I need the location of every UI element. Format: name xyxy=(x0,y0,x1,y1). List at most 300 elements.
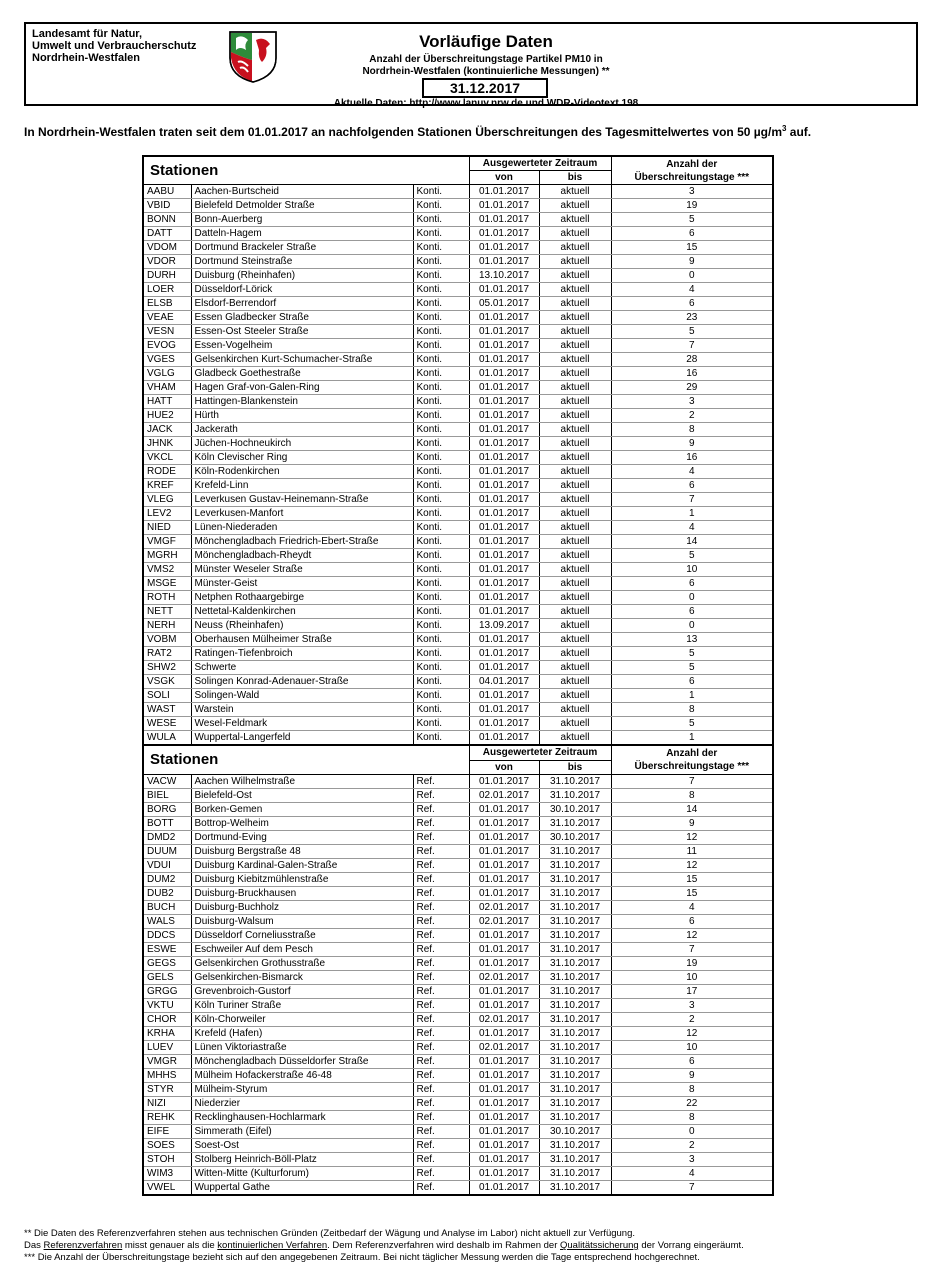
exceedance-days: 1 xyxy=(611,507,773,521)
exceedance-days: 8 xyxy=(611,788,773,802)
period-to: aktuell xyxy=(539,325,611,339)
period-to: aktuell xyxy=(539,213,611,227)
table-row xyxy=(143,647,773,661)
exceedance-days: 2 xyxy=(611,1138,773,1152)
period-from: 02.01.2017 xyxy=(469,900,539,914)
period-to: aktuell xyxy=(539,731,611,746)
exceedance-days: 6 xyxy=(611,605,773,619)
period-from: 01.01.2017 xyxy=(469,227,539,241)
period-from: 01.01.2017 xyxy=(469,255,539,269)
table-row xyxy=(143,381,773,395)
table-row xyxy=(143,451,773,465)
intro-text-main: In Nordrhein-Westfalen traten seit dem 01.01.2017 an nachfolgenden Stationen Überschreitungen des Tagesmittelwertes von 50 µg/m xyxy=(24,125,782,139)
station-code: SOES xyxy=(143,1138,191,1152)
period-to: aktuell xyxy=(539,605,611,619)
intro-text-end: auf. xyxy=(786,125,812,139)
period-from: 01.01.2017 xyxy=(469,956,539,970)
period-from: 01.01.2017 xyxy=(469,858,539,872)
period-from: 01.01.2017 xyxy=(469,1054,539,1068)
period-to: aktuell xyxy=(539,717,611,731)
period-from: 01.01.2017 xyxy=(469,339,539,353)
station-code: VMGR xyxy=(143,1054,191,1068)
period-to: aktuell xyxy=(539,549,611,563)
station-name: Lünen Viktoriastraße xyxy=(191,1040,413,1054)
method: Ref. xyxy=(413,1082,469,1096)
method: Ref. xyxy=(413,886,469,900)
period-to: 30.10.2017 xyxy=(539,802,611,816)
method: Konti. xyxy=(413,549,469,563)
station-code: VLEG xyxy=(143,493,191,507)
link-reference-method[interactable]: Referenzverfahren xyxy=(43,1240,123,1251)
station-name: Münster-Geist xyxy=(191,577,413,591)
table-row xyxy=(143,409,773,423)
station-name: Köln Clevischer Ring xyxy=(191,451,413,465)
exceedance-days: 8 xyxy=(611,1082,773,1096)
station-code: VDOM xyxy=(143,241,191,255)
station-code: BORG xyxy=(143,802,191,816)
station-name: Duisburg Kardinal-Galen-Straße xyxy=(191,858,413,872)
period-to: aktuell xyxy=(539,465,611,479)
station-name: Wuppertal-Langerfeld xyxy=(191,731,413,746)
table-row xyxy=(143,802,773,816)
period-to: 31.10.2017 xyxy=(539,1082,611,1096)
stations-header: Stationen xyxy=(143,746,469,774)
exceedance-days: 5 xyxy=(611,647,773,661)
table-row xyxy=(143,788,773,802)
station-name: Hattingen-Blankenstein xyxy=(191,395,413,409)
station-code: VSGK xyxy=(143,675,191,689)
period-to: 30.10.2017 xyxy=(539,830,611,844)
method: Ref. xyxy=(413,1138,469,1152)
method: Konti. xyxy=(413,661,469,675)
station-name: Mülheim-Styrum xyxy=(191,1082,413,1096)
method: Konti. xyxy=(413,283,469,297)
station-code: SHW2 xyxy=(143,661,191,675)
to-header: bis xyxy=(539,760,611,774)
period-from: 01.01.2017 xyxy=(469,465,539,479)
period-from: 01.01.2017 xyxy=(469,661,539,675)
station-code: WALS xyxy=(143,914,191,928)
period-from: 01.01.2017 xyxy=(469,311,539,325)
period-to: aktuell xyxy=(539,703,611,717)
method: Konti. xyxy=(413,731,469,746)
station-code: STOH xyxy=(143,1152,191,1166)
period-from: 01.01.2017 xyxy=(469,774,539,788)
period-from: 01.01.2017 xyxy=(469,521,539,535)
count-header: Anzahl der Überschreitungstage *** xyxy=(611,746,773,774)
method: Konti. xyxy=(413,535,469,549)
exceedance-days: 4 xyxy=(611,1166,773,1180)
exceedance-days: 3 xyxy=(611,395,773,409)
method: Konti. xyxy=(413,297,469,311)
station-name: Hürth xyxy=(191,409,413,423)
table-row xyxy=(143,844,773,858)
station-code: WULA xyxy=(143,731,191,746)
period-from: 01.01.2017 xyxy=(469,423,539,437)
station-name: Bottrop-Welheim xyxy=(191,816,413,830)
period-to: 31.10.2017 xyxy=(539,886,611,900)
method: Konti. xyxy=(413,409,469,423)
station-name: Duisburg-Buchholz xyxy=(191,900,413,914)
method: Ref. xyxy=(413,1026,469,1040)
method: Ref. xyxy=(413,830,469,844)
period-from: 01.01.2017 xyxy=(469,1180,539,1195)
method: Konti. xyxy=(413,325,469,339)
period-header: Ausgewerteter Zeitraum xyxy=(469,746,611,760)
station-name: Leverkusen Gustav-Heinemann-Straße xyxy=(191,493,413,507)
footnotes xyxy=(24,1228,924,1264)
table-row xyxy=(143,633,773,647)
method: Ref. xyxy=(413,802,469,816)
method: Ref. xyxy=(413,900,469,914)
period-to: aktuell xyxy=(539,661,611,675)
period-from: 01.01.2017 xyxy=(469,185,539,199)
period-to: aktuell xyxy=(539,353,611,367)
station-code: VBID xyxy=(143,199,191,213)
period-from: 05.01.2017 xyxy=(469,297,539,311)
station-name: Dortmund-Eving xyxy=(191,830,413,844)
station-code: GEGS xyxy=(143,956,191,970)
table-row xyxy=(143,886,773,900)
table-row xyxy=(143,675,773,689)
station-code: CHOR xyxy=(143,1012,191,1026)
intro-superscript: 3 xyxy=(782,124,787,133)
method: Konti. xyxy=(413,521,469,535)
nrw-coat-of-arms-icon xyxy=(226,28,280,84)
table-row xyxy=(143,984,773,998)
exceedance-days: 14 xyxy=(611,802,773,816)
station-name: Nettetal-Kaldenkirchen xyxy=(191,605,413,619)
period-from: 01.01.2017 xyxy=(469,984,539,998)
period-to: aktuell xyxy=(539,185,611,199)
period-to: 31.10.2017 xyxy=(539,1096,611,1110)
period-to: aktuell xyxy=(539,409,611,423)
header-box xyxy=(24,22,918,109)
station-name: Essen-Ost Steeler Straße xyxy=(191,325,413,339)
table-row xyxy=(143,914,773,928)
station-name: Solingen-Wald xyxy=(191,689,413,703)
exceedance-days: 14 xyxy=(611,535,773,549)
period-from: 01.01.2017 xyxy=(469,886,539,900)
station-name: Bonn-Auerberg xyxy=(191,213,413,227)
exceedance-days: 6 xyxy=(611,914,773,928)
period-to: 31.10.2017 xyxy=(539,1026,611,1040)
station-name: Oberhausen Mülheimer Straße xyxy=(191,633,413,647)
continuous-stations-body xyxy=(143,185,773,746)
exceedance-days: 5 xyxy=(611,661,773,675)
period-from: 01.01.2017 xyxy=(469,1082,539,1096)
method: Konti. xyxy=(413,367,469,381)
period-to: 31.10.2017 xyxy=(539,788,611,802)
exceedance-days: 9 xyxy=(611,816,773,830)
table-row xyxy=(143,1110,773,1124)
station-name: Gelsenkirchen Kurt-Schumacher-Straße xyxy=(191,353,413,367)
exceedance-days: 11 xyxy=(611,844,773,858)
period-to: 30.10.2017 xyxy=(539,1124,611,1138)
period-to: aktuell xyxy=(539,241,611,255)
period-from: 04.01.2017 xyxy=(469,675,539,689)
method: Konti. xyxy=(413,199,469,213)
method: Konti. xyxy=(413,311,469,325)
method: Konti. xyxy=(413,689,469,703)
period-to: aktuell xyxy=(539,255,611,269)
method: Ref. xyxy=(413,914,469,928)
station-code: DMD2 xyxy=(143,830,191,844)
station-name: Hagen Graf-von-Galen-Ring xyxy=(191,381,413,395)
station-code: AABU xyxy=(143,185,191,199)
station-name: Eschweiler Auf dem Pesch xyxy=(191,942,413,956)
station-code: VHAM xyxy=(143,381,191,395)
table-row xyxy=(143,199,773,213)
table-row xyxy=(143,185,773,199)
station-code: VKCL xyxy=(143,451,191,465)
period-from: 01.01.2017 xyxy=(469,1166,539,1180)
period-from: 01.01.2017 xyxy=(469,1068,539,1082)
period-from: 02.01.2017 xyxy=(469,970,539,984)
table-row xyxy=(143,661,773,675)
exceedance-days: 7 xyxy=(611,1180,773,1195)
table-row xyxy=(143,493,773,507)
station-name: Simmerath (Eifel) xyxy=(191,1124,413,1138)
count-header: Anzahl der Überschreitungstage *** xyxy=(611,156,773,185)
period-from: 01.01.2017 xyxy=(469,1138,539,1152)
exceedance-days: 9 xyxy=(611,1068,773,1082)
station-name: Jackerath xyxy=(191,423,413,437)
table-row xyxy=(143,479,773,493)
exceedance-days: 17 xyxy=(611,984,773,998)
exceedance-days: 22 xyxy=(611,1096,773,1110)
table-row xyxy=(143,339,773,353)
period-from: 01.01.2017 xyxy=(469,549,539,563)
exceedance-days: 2 xyxy=(611,409,773,423)
method: Konti. xyxy=(413,563,469,577)
station-code: ELSB xyxy=(143,297,191,311)
method: Ref. xyxy=(413,1068,469,1082)
table-row xyxy=(143,1180,773,1195)
station-name: Duisburg Kiebitzmühlenstraße xyxy=(191,872,413,886)
method: Ref. xyxy=(413,1166,469,1180)
table-row xyxy=(143,423,773,437)
station-code: LUEV xyxy=(143,1040,191,1054)
exceedance-days: 6 xyxy=(611,675,773,689)
period-to: 31.10.2017 xyxy=(539,872,611,886)
station-code: LEV2 xyxy=(143,507,191,521)
station-name: Gladbeck Goethestraße xyxy=(191,367,413,381)
table-row xyxy=(143,1096,773,1110)
exceedance-days: 10 xyxy=(611,1040,773,1054)
table-row xyxy=(143,703,773,717)
footnote-text: misst genauer als die xyxy=(122,1240,218,1251)
exceedance-days: 4 xyxy=(611,465,773,479)
method: Konti. xyxy=(413,241,469,255)
from-header: von xyxy=(469,171,539,185)
exceedance-days: 7 xyxy=(611,339,773,353)
station-code: BONN xyxy=(143,213,191,227)
exceedance-days: 3 xyxy=(611,185,773,199)
station-name: Essen Gladbecker Straße xyxy=(191,311,413,325)
period-to: 31.10.2017 xyxy=(539,970,611,984)
period-from: 01.01.2017 xyxy=(469,872,539,886)
period-from: 01.01.2017 xyxy=(469,213,539,227)
table-row xyxy=(143,213,773,227)
exceedance-days: 15 xyxy=(611,886,773,900)
station-name: Borken-Gemen xyxy=(191,802,413,816)
period-to: aktuell xyxy=(539,381,611,395)
method: Konti. xyxy=(413,437,469,451)
table-row xyxy=(143,998,773,1012)
station-name: Schwerte xyxy=(191,661,413,675)
table-row xyxy=(143,900,773,914)
period-to: aktuell xyxy=(539,227,611,241)
station-code: BIEL xyxy=(143,788,191,802)
method: Ref. xyxy=(413,816,469,830)
station-name: Wesel-Feldmark xyxy=(191,717,413,731)
period-from: 01.01.2017 xyxy=(469,325,539,339)
period-from: 01.01.2017 xyxy=(469,717,539,731)
station-name: Duisburg (Rheinhafen) xyxy=(191,269,413,283)
link-quality-assurance[interactable]: Qualitätssicherung xyxy=(560,1240,639,1251)
station-code: NIED xyxy=(143,521,191,535)
table-row xyxy=(143,942,773,956)
station-code: WESE xyxy=(143,717,191,731)
intro-sentence xyxy=(24,124,811,139)
exceedance-days: 23 xyxy=(611,311,773,325)
method: Ref. xyxy=(413,970,469,984)
exceedance-days: 12 xyxy=(611,1026,773,1040)
station-name: Mülheim Hofackerstraße 46-48 xyxy=(191,1068,413,1082)
report-title: Vorläufige Daten xyxy=(419,32,553,51)
period-to: aktuell xyxy=(539,591,611,605)
footnote-text: Das xyxy=(24,1240,44,1251)
exceedance-days: 5 xyxy=(611,549,773,563)
method: Ref. xyxy=(413,872,469,886)
station-code: DDCS xyxy=(143,928,191,942)
period-to: 31.10.2017 xyxy=(539,942,611,956)
exceedance-days: 10 xyxy=(611,970,773,984)
exceedance-days: 3 xyxy=(611,998,773,1012)
table-row xyxy=(143,970,773,984)
exceedance-days: 1 xyxy=(611,731,773,746)
exceedance-days: 29 xyxy=(611,381,773,395)
period-from: 02.01.2017 xyxy=(469,1040,539,1054)
period-to: aktuell xyxy=(539,269,611,283)
table-row xyxy=(143,717,773,731)
period-to: aktuell xyxy=(539,297,611,311)
table-row xyxy=(143,774,773,788)
link-continuous-method[interactable]: kontinuierlichen Verfahren xyxy=(217,1240,328,1251)
period-from: 01.01.2017 xyxy=(469,563,539,577)
exceedance-days: 12 xyxy=(611,928,773,942)
table-row xyxy=(143,830,773,844)
period-to: 31.10.2017 xyxy=(539,1180,611,1195)
method: Ref. xyxy=(413,1054,469,1068)
method: Konti. xyxy=(413,507,469,521)
station-code: GELS xyxy=(143,970,191,984)
period-from: 01.01.2017 xyxy=(469,942,539,956)
station-name: Dortmund Brackeler Straße xyxy=(191,241,413,255)
method: Ref. xyxy=(413,1180,469,1195)
station-code: MGRH xyxy=(143,549,191,563)
method: Ref. xyxy=(413,928,469,942)
station-name: Wuppertal Gathe xyxy=(191,1180,413,1195)
period-from: 01.01.2017 xyxy=(469,507,539,521)
table-row xyxy=(143,535,773,549)
period-to: aktuell xyxy=(539,563,611,577)
period-from: 02.01.2017 xyxy=(469,914,539,928)
table-row xyxy=(143,241,773,255)
period-to: aktuell xyxy=(539,423,611,437)
period-to: 31.10.2017 xyxy=(539,998,611,1012)
table-row xyxy=(143,311,773,325)
table-row xyxy=(143,255,773,269)
method: Konti. xyxy=(413,675,469,689)
station-code: VMGF xyxy=(143,535,191,549)
period-from: 01.01.2017 xyxy=(469,395,539,409)
period-to: aktuell xyxy=(539,619,611,633)
period-from: 01.01.2017 xyxy=(469,535,539,549)
period-to: aktuell xyxy=(539,675,611,689)
exceedance-days: 12 xyxy=(611,858,773,872)
method: Ref. xyxy=(413,1012,469,1026)
period-from: 02.01.2017 xyxy=(469,1012,539,1026)
station-name: Ratingen-Tiefenbroich xyxy=(191,647,413,661)
period-to: aktuell xyxy=(539,493,611,507)
table-row xyxy=(143,1026,773,1040)
exceedance-days: 0 xyxy=(611,1124,773,1138)
station-name: Köln-Chorweiler xyxy=(191,1012,413,1026)
exceedance-days: 4 xyxy=(611,283,773,297)
stations-header: Stationen xyxy=(143,156,469,185)
station-name: Elsdorf-Berrendorf xyxy=(191,297,413,311)
footnote-text: der Vorrang eingeräumt. xyxy=(638,1240,744,1251)
exceedance-days: 19 xyxy=(611,956,773,970)
period-from: 01.01.2017 xyxy=(469,409,539,423)
station-name: Düsseldorf-Lörick xyxy=(191,283,413,297)
station-name: Krefeld (Hafen) xyxy=(191,1026,413,1040)
period-to: 31.10.2017 xyxy=(539,1152,611,1166)
method: Konti. xyxy=(413,493,469,507)
period-to: 31.10.2017 xyxy=(539,1166,611,1180)
station-name: Neuss (Rheinhafen) xyxy=(191,619,413,633)
to-header: bis xyxy=(539,171,611,185)
method: Ref. xyxy=(413,1040,469,1054)
table-row xyxy=(143,563,773,577)
exceedance-days: 5 xyxy=(611,325,773,339)
exceedance-days: 16 xyxy=(611,451,773,465)
method: Konti. xyxy=(413,339,469,353)
exceedance-days: 16 xyxy=(611,367,773,381)
station-name: Mönchengladbach Düsseldorfer Straße xyxy=(191,1054,413,1068)
station-name: Jüchen-Hochneukirch xyxy=(191,437,413,451)
table-row xyxy=(143,353,773,367)
period-from: 01.01.2017 xyxy=(469,1096,539,1110)
table-row xyxy=(143,605,773,619)
station-code: DURH xyxy=(143,269,191,283)
method: Ref. xyxy=(413,1152,469,1166)
exceedance-days: 6 xyxy=(611,297,773,311)
station-code: EIFE xyxy=(143,1124,191,1138)
period-from: 01.01.2017 xyxy=(469,451,539,465)
station-code: KRHA xyxy=(143,1026,191,1040)
period-from: 13.09.2017 xyxy=(469,619,539,633)
table-row xyxy=(143,1166,773,1180)
method: Konti. xyxy=(413,619,469,633)
station-name: Köln Turiner Straße xyxy=(191,998,413,1012)
period-to: aktuell xyxy=(539,577,611,591)
period-to: 31.10.2017 xyxy=(539,1110,611,1124)
period-to: aktuell xyxy=(539,311,611,325)
exceedance-days: 0 xyxy=(611,269,773,283)
